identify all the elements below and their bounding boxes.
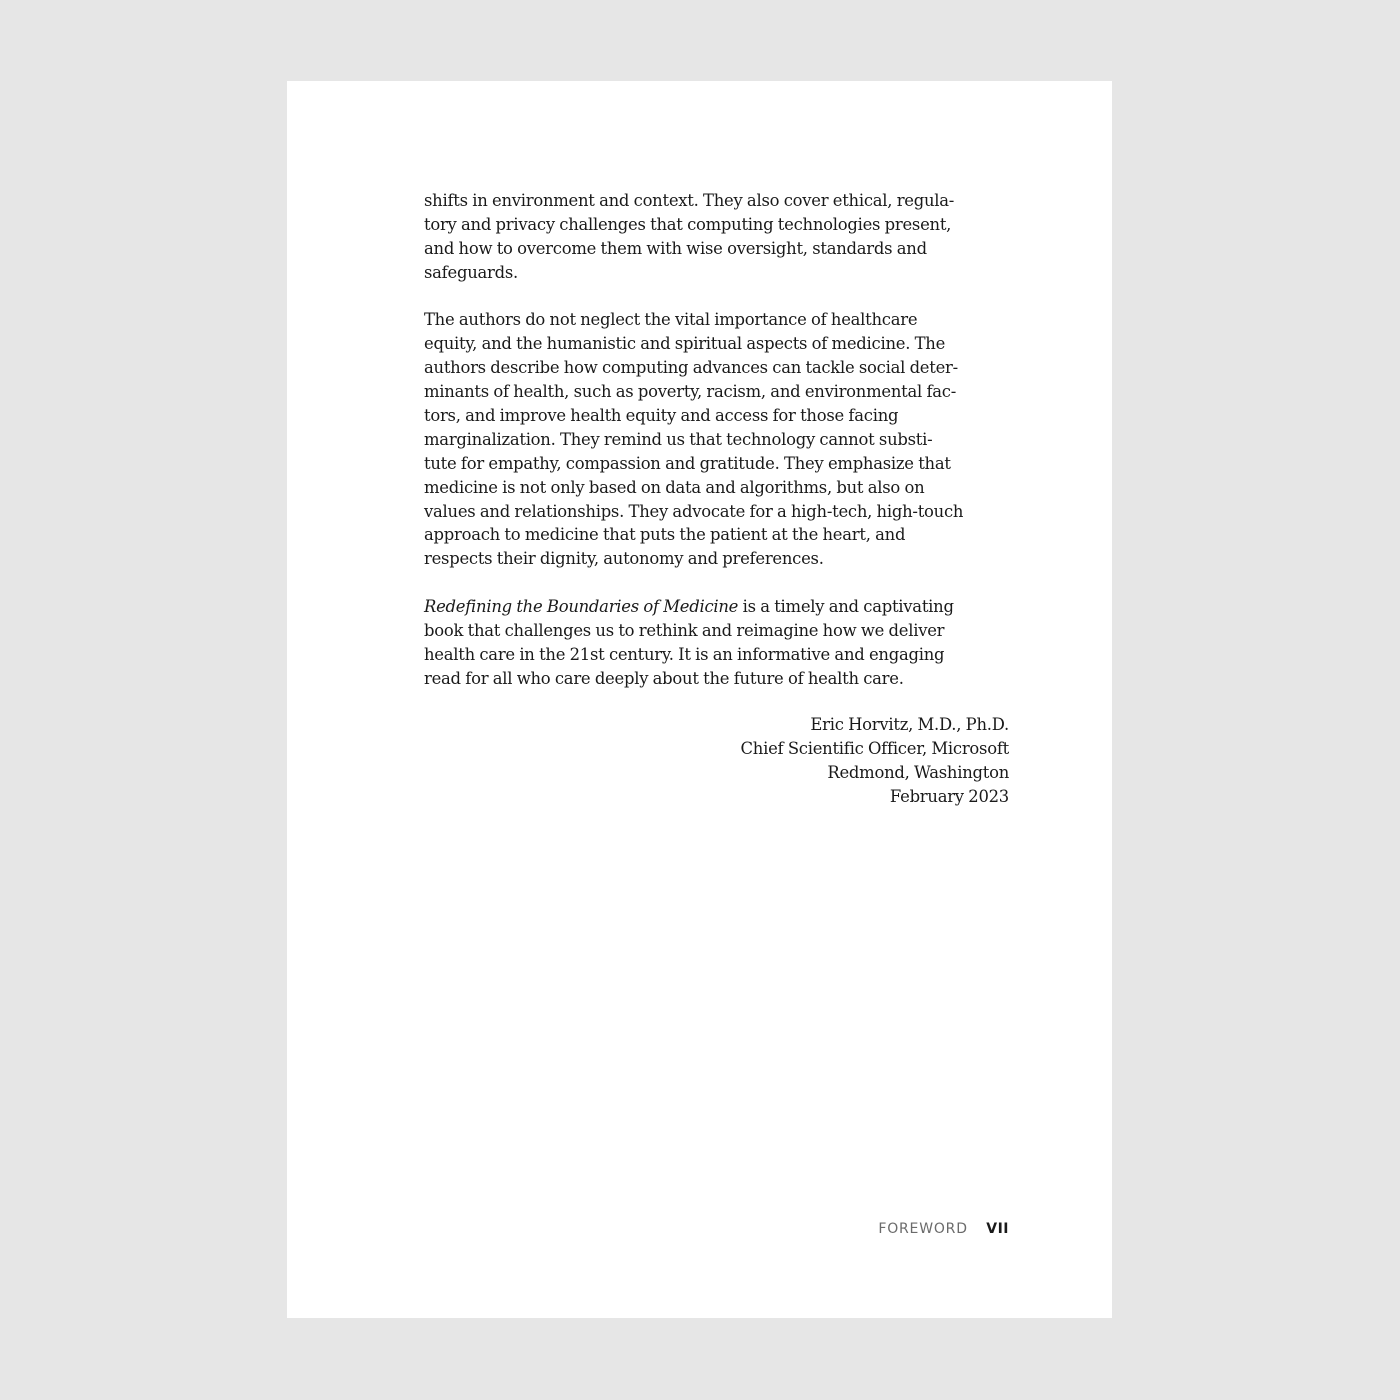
document-page [287, 81, 1112, 1318]
text-line: authors describe how computing advances can tackle social deter- [424, 358, 958, 378]
text-line: and how to overcome them with wise oversight, standards and [424, 238, 927, 258]
text-line: read for all who care deeply about the future of health care. [424, 668, 904, 688]
text-line: safeguards. [424, 262, 518, 282]
text-line: shifts in environment and context. They also cover ethical, regula- [424, 191, 955, 210]
text-line [424, 595, 1009, 619]
paragraph-3 [424, 595, 1009, 691]
body-text [424, 189, 1009, 691]
paragraph-spacer [424, 571, 1009, 595]
author-name: Eric Horvitz, M.D., Ph.D. [810, 715, 1009, 734]
text-line: equity, and the humanistic and spiritual aspects of medicine. The [424, 334, 946, 354]
text-line: tute for empathy, compassion and gratitude. They emphasize that [424, 453, 951, 473]
text-line: values and relationships. They advocate for a high-tech, high-touch [424, 501, 964, 521]
author-title: Chief Scientific Officer, Microsoft [740, 738, 1009, 758]
page-number: VII [986, 1221, 1009, 1237]
text-line: health care in the 21st century. It is an informative and engaging [424, 644, 945, 664]
author-location: Redmond, Washington [827, 762, 1009, 782]
paragraph-2 [424, 308, 1009, 571]
text-line: tors, and improve health equity and access for those facing [424, 406, 899, 426]
signature-date: February 2023 [889, 786, 1009, 806]
paragraph-1 [424, 189, 1009, 285]
page-footer [878, 1220, 1009, 1238]
signature-block [741, 713, 1010, 809]
text-line: marginalization. They remind us that technology cannot substi- [424, 429, 933, 449]
text-fragment: is a timely and captivating [738, 597, 954, 617]
text-line: medicine is not only based on data and algorithms, but also on [424, 477, 925, 497]
book-title: Redefining the Boundaries of Medicine [424, 597, 739, 617]
text-line: respects their dignity, autonomy and preferences. [424, 549, 824, 569]
text-line: The authors do not neglect the vital importance of healthcare [424, 310, 918, 330]
text-line: minants of health, such as poverty, racism, and environmental fac- [424, 382, 957, 402]
text-line: tory and privacy challenges that computing technologies present, [424, 214, 952, 234]
text-line: approach to medicine that puts the patient at the heart, and [424, 525, 906, 545]
paragraph-spacer [424, 285, 1009, 309]
text-line: book that challenges us to rethink and reimagine how we deliver [424, 621, 945, 641]
running-footer-section: FOREWORD [878, 1221, 968, 1237]
